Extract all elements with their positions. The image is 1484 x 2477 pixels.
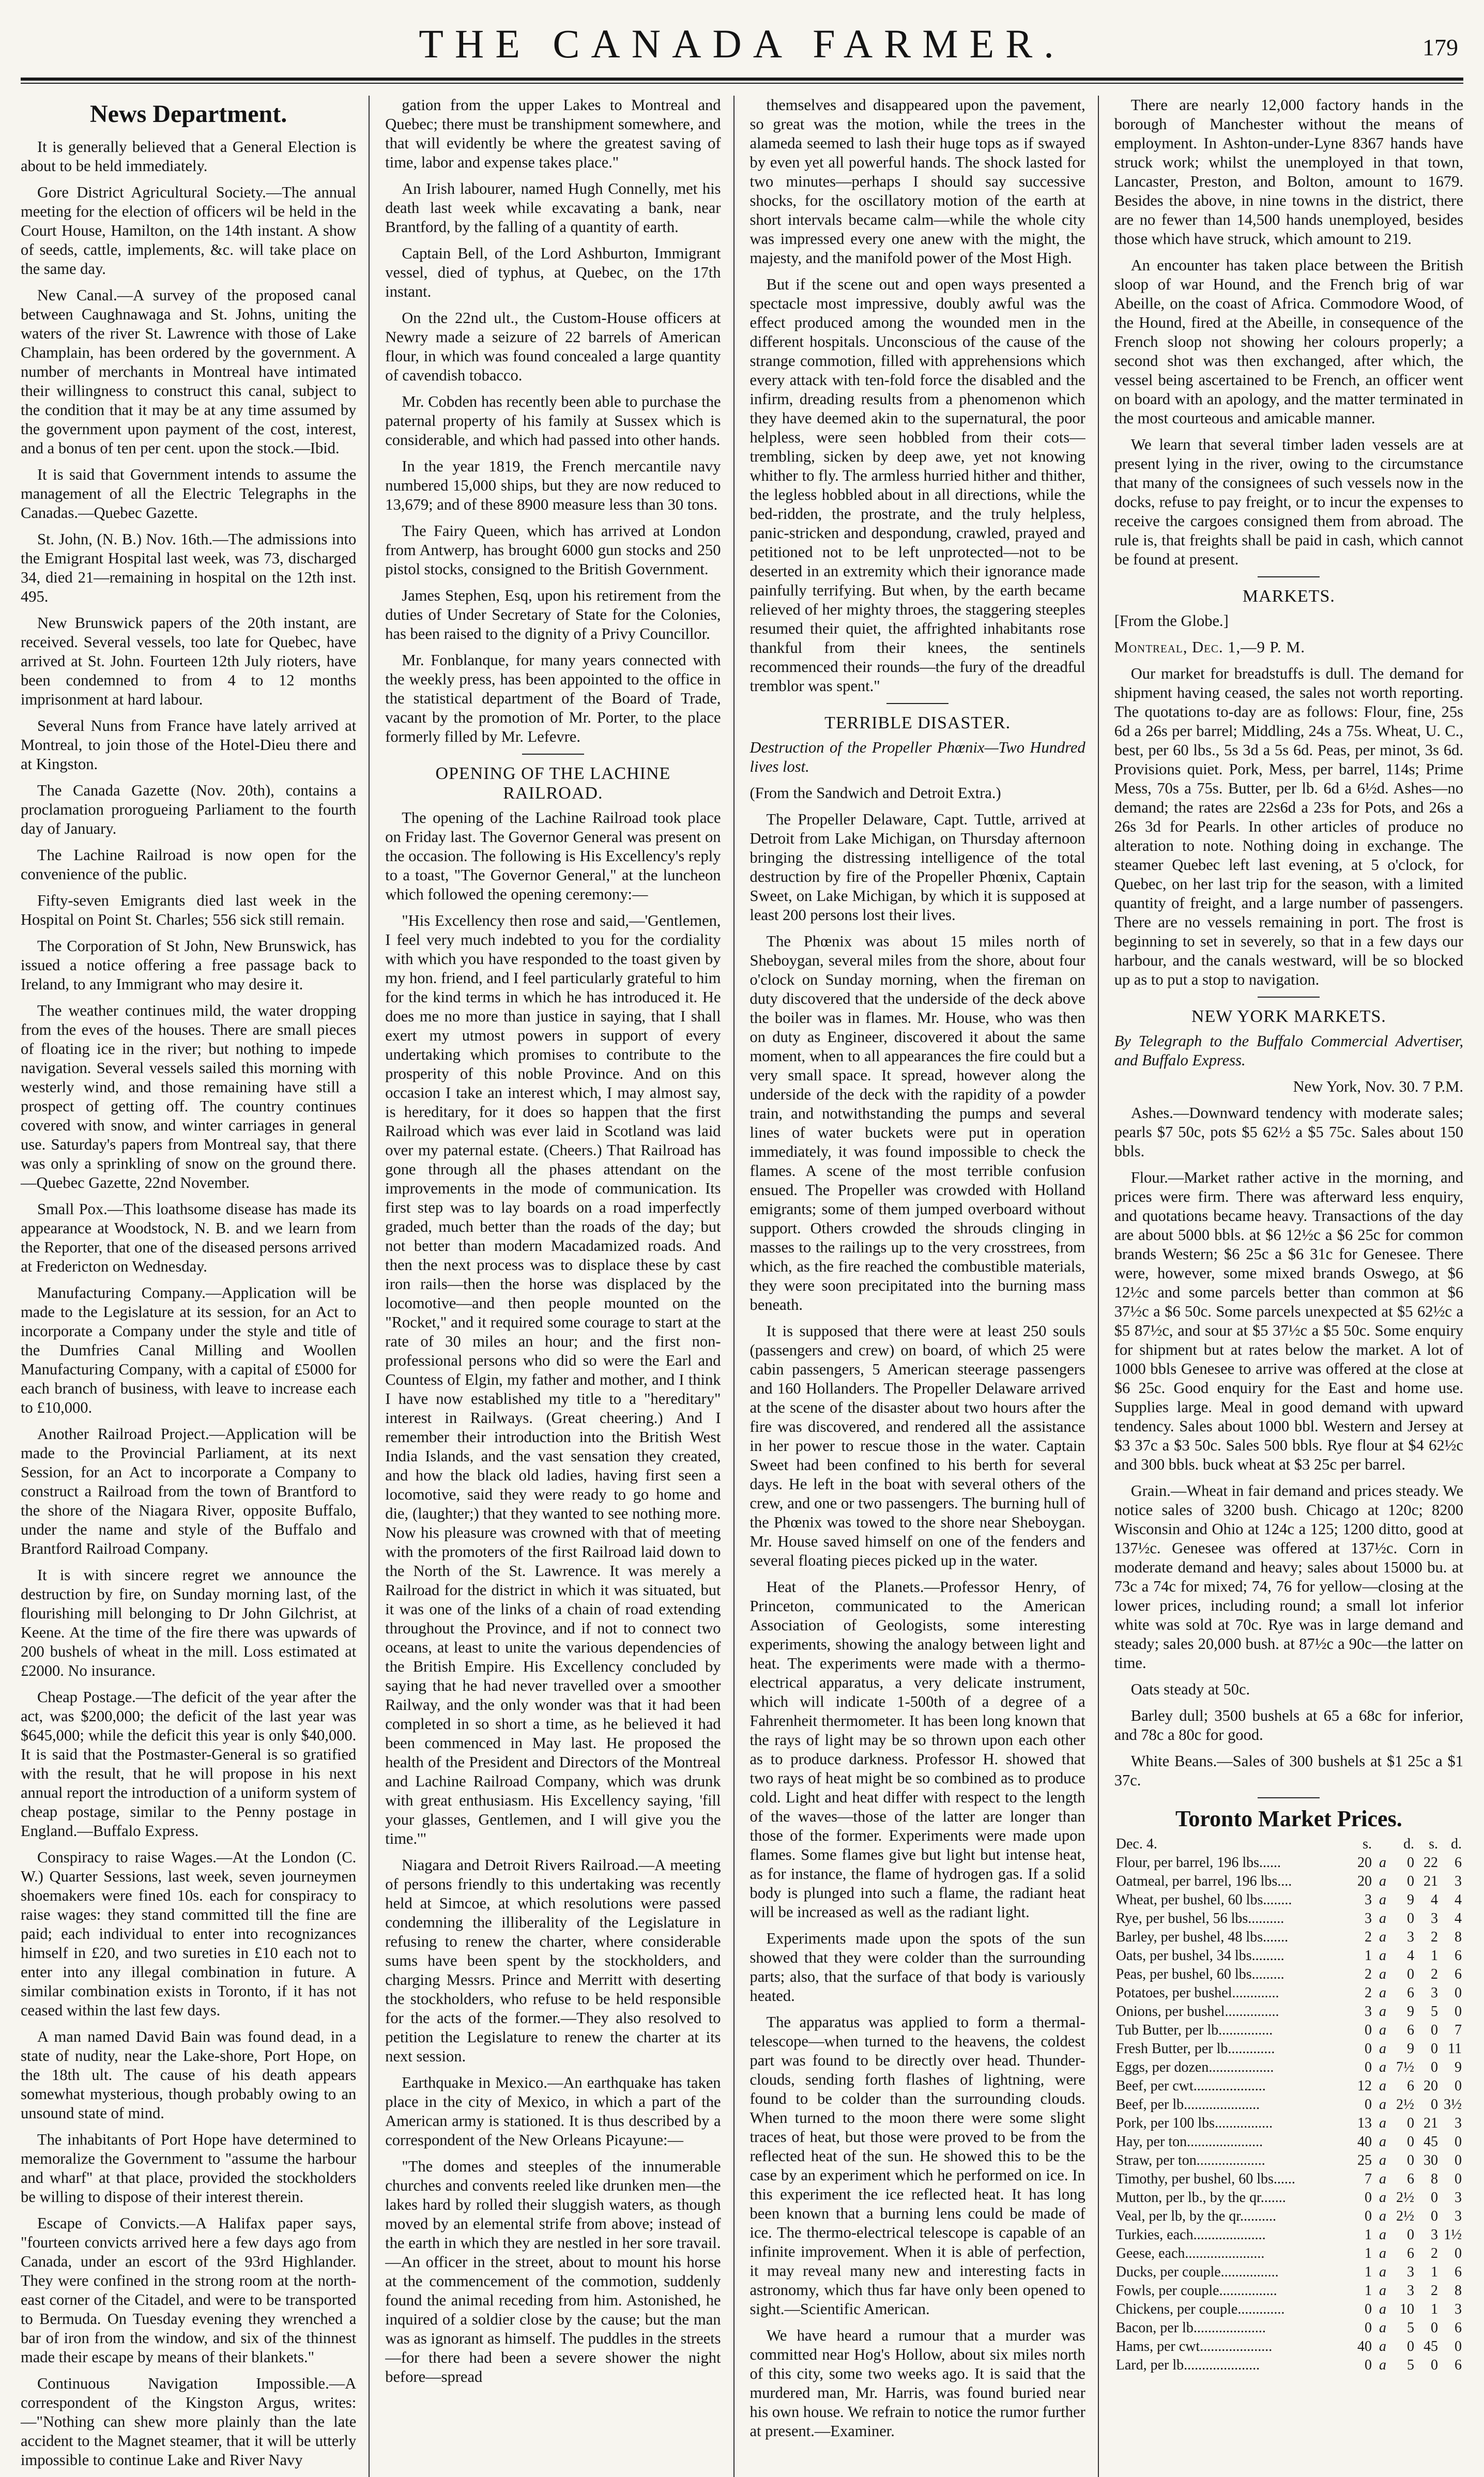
- price-low-pence: 9: [1407, 2004, 1414, 2020]
- table-row: [1114, 2189, 1463, 2207]
- price-low-pence: 7½: [1396, 2059, 1414, 2075]
- separator-a: a: [1379, 2152, 1386, 2168]
- column-3-articles-top: [750, 96, 1085, 696]
- price-low-pence: 0: [1407, 2227, 1414, 2243]
- table-row: [1114, 2207, 1463, 2226]
- article-paragraph: An encounter has taken place between the British sloop of war Hound, and the French brig of war Abeille, on the coast of Africa. Commodore Wood, of the Hound, fired at the Abeille, in consequence of the French sloop not showing her colours properly; a second shot was then exchanged, after which, the vessel being ascertained to be French, an officer went on board with an apology, and the matter terminated in the most courteous and amicable manner.: [1114, 256, 1463, 427]
- table-row: [1114, 2133, 1463, 2151]
- commodity-cell: Veal, per lb, by the qr..........: [1115, 2208, 1277, 2224]
- table-row: [1114, 1854, 1463, 1872]
- table-row: [1114, 2170, 1463, 2189]
- market-paragraph: Barley dull; 3500 bushels at 65 a 68c for inferior, and 78c a 80c for good.: [1114, 1707, 1463, 1744]
- price-high-pence: 9: [1455, 2059, 1462, 2075]
- price-low-pence: 6: [1407, 2078, 1414, 2094]
- table-row: [1114, 2114, 1463, 2133]
- separator-a: a: [1379, 1948, 1386, 1964]
- toronto-prices-heading: Toronto Market Prices.: [1175, 1806, 1402, 1831]
- price-low-shillings: 3: [1365, 1910, 1372, 1926]
- price-high-shillings: 5: [1431, 2004, 1438, 2020]
- table-row: [1114, 2337, 1463, 2356]
- columns: [21, 96, 1463, 2469]
- price-low-pence: 5: [1407, 2320, 1414, 2336]
- price-low-shillings: 0: [1365, 2320, 1372, 2336]
- article-paragraph: An Irish labourer, named Hugh Connelly, met his death last week while excavating a bank, near Brantford, by the falling of a quantity of earth.: [385, 180, 721, 236]
- price-high-pence: 0: [1455, 2004, 1462, 2020]
- price-high-shillings: 45: [1424, 2338, 1438, 2354]
- column-1-articles: [21, 137, 356, 2470]
- commodity-cell: Eggs, per dozen..................: [1115, 2059, 1274, 2075]
- article-paragraph: Heat of the Planets.—Professor Henry, of Princeton, communicated to the American Association of Geologists, some interesting experiments, showing the analogy between light and heat. The experiments were made with a thermo-electrical apparatus, a very delicate instrument, which will indicate 1-500th of a degree of a Fahrenheit thermometer. It has been long known that the rays of light may be so thrown upon each other as to produce darkness. Professor H. showed that two rays of heat might be so combined as to produce cold. Light and heat differ with respect to the length of the waves—those of the latter are longer than those of the former. Experiments were made upon flames. Some flames give but light but intense heat, as for instance, the flame of hydrogen gas. If a solid body is plunged into such a flame, the radiant heat will be increased as well as the radiant light.: [749, 1578, 1085, 1921]
- price-low-pence: 0: [1407, 1873, 1414, 1889]
- col-header: d.: [1403, 1836, 1414, 1852]
- markets-source: [From the Globe.]: [1114, 612, 1229, 630]
- masthead-rule: [21, 78, 1463, 81]
- price-high-shillings: 0: [1431, 2190, 1438, 2206]
- separator-a: a: [1379, 2004, 1386, 2020]
- price-low-shillings: 1: [1365, 2283, 1372, 2299]
- divider: [1258, 576, 1320, 577]
- article-paragraph: But if the scene out and open ways presented a spectacle most impressive, doubly awful was the effect produced among the wounded men in the different hospitals. Unconscious of the cause of the strange commotion, filled with apprehensions which every attack with ten-fold force the disabled and the infirm, dreading results from a phenomenon which they have deemed akin to the supernatural, the poor helpless, were seen hobbled from their cots—trembling, sicken by deep awe, yet not knowing whither to fly. The armless hurried hither and thither, the legless hobbled about in all directions, while the bed-ridden, the prostrate, and the truly helpless, panic-stricken and despondung, crawled, prayed and petitioned not to be left unprotected—not to be deserted in an extremity which their ignorance made painfully terrifying. But when, by the earth became relieved of her mighty throes, the staggering steeples resumed their quiet, the affrighted inhabitants rose thankful from their knees, the sentinels recommenced their rounds—the fury of the dreadful tremblor was spent.": [749, 276, 1085, 695]
- table-row: [1114, 2356, 1463, 2375]
- commodity-cell: Oats, per bushel, 34 lbs.........: [1115, 1948, 1284, 1964]
- price-low-shillings: 1: [1365, 2227, 1372, 2243]
- price-high-shillings: 21: [1424, 1873, 1438, 1889]
- separator-a: a: [1379, 2171, 1386, 2187]
- article-paragraph: It is said that Government intends to assume the management of all the Electric Telegraphs in the Canadas.—Quebec Gazette.: [21, 466, 357, 522]
- price-high-shillings: 0: [1431, 2097, 1438, 2113]
- article-paragraph: Experiments made upon the spots of the sun showed that they were colder than the surrounding parts; also, that the surface of that body is variously heated.: [749, 1930, 1085, 2005]
- separator-a: a: [1379, 2264, 1386, 2280]
- article-paragraph: The opening of the Lachine Railroad took place on Friday last. The Governor General was present on the occasion. The following is His Excellency's reply to a toast, "The Governor General," at the luncheon which followed the opening ceremony:—: [385, 809, 721, 903]
- table-row: [1114, 1984, 1463, 2002]
- price-low-pence: 3: [1407, 2264, 1414, 2280]
- table-row: [1114, 1891, 1463, 1909]
- table-row: [1114, 1965, 1463, 1984]
- price-low-pence: 0: [1407, 2115, 1414, 2131]
- price-low-pence: 9: [1407, 1892, 1414, 1908]
- article-paragraph: Several Nuns from France have lately arrived at Montreal, to join those of the Hotel-Dieu there and at Kingston.: [21, 717, 357, 773]
- article-paragraph: A man named David Bain was found dead, in a state of nudity, near the Lake-shore, Port Hope, on the 18th ult. The cause of his death appears somewhat mysterious, though probably owing to an unsound state of mind.: [21, 2028, 357, 2122]
- col-header: s.: [1429, 1836, 1438, 1852]
- column-2-articles-top: [385, 96, 721, 746]
- commodity-cell: Turkies, each....................: [1115, 2227, 1266, 2243]
- price-high-shillings: 0: [1431, 2320, 1438, 2336]
- article-paragraph: Another Railroad Project.—Application will be made to the Provincial Parliament, at its next Session, for an Act to incorporate a Company to construct a Railroad from the town of Brantford to the shore of the Niagara River, opposite Buffalo, under the name and style of the Buffalo and Brantford Railroad Company.: [21, 1425, 357, 1557]
- price-high-shillings: 0: [1431, 2022, 1438, 2038]
- article-paragraph: On the 22nd ult., the Custom-House officers at Newry made a seizure of 22 barrels of American flour, in which was found concealed a large quantity of cavendish tobacco.: [385, 309, 721, 384]
- separator-a: a: [1379, 1966, 1386, 1982]
- price-high-shillings: 2: [1431, 1966, 1438, 1982]
- commodity-cell: Hams, per cwt....................: [1115, 2338, 1273, 2354]
- price-high-pence: 6: [1455, 2320, 1462, 2336]
- column-2: [385, 96, 734, 2477]
- section-title: News Department.: [90, 100, 287, 128]
- article-paragraph: Niagara and Detroit Rivers Railroad.—A meeting of persons friendly to this undertaking was recently held at Simcoe, at which resolutions were passed condemning the illiberality of the Legislature in refusing to renew the charter, where considerable sums have been spent by the stockholders, and charging Messrs. Prince and Merritt with deserting the stockholders, who refuse to be held responsible for the acts of the former.—They also resolved to petition the Legislature to renew the charter at its next session.: [385, 1856, 721, 2065]
- price-high-pence: 0: [1455, 2171, 1462, 2187]
- price-high-shillings: 3: [1431, 1985, 1438, 2001]
- article-paragraph: We have heard a rumour that a murder was committed near Hog's Hollow, about six miles north of this city, some two weeks ago. It is said that the murdered man, Mr. Harris, was found buried near his own house. We refrain to notice the rumor further at present.—Examiner.: [749, 2327, 1085, 2440]
- price-low-shillings: 1: [1365, 2264, 1372, 2280]
- separator-a: a: [1379, 2320, 1386, 2336]
- article-paragraph: There are nearly 12,000 factory hands in the borough of Manchester without the means of employment. In Ashton-under-Lyne 8367 hands have struck work; whilst the unemployed in that town, Lancaster, Preston, and Bolton, amount to 1679. Besides the above, in nine towns in the district, there are no fewer than 14,500 hands unemployed, besides those which have struck, which amount to 219.: [1114, 96, 1463, 248]
- separator-a: a: [1379, 2357, 1386, 2373]
- ny-market-report: [1114, 1104, 1463, 1790]
- table-row: [1114, 1947, 1463, 1965]
- price-high-pence: 0: [1455, 2338, 1462, 2354]
- article-paragraph: Cheap Postage.—The deficit of the year after the act, was $200,000; the deficit of the last year was $645,000; while the deficit this year is only $40,000. It is said that the Postmaster-General is so gratified with the result, that he will propose in his next annual report the introduction of a uniform system of cheap postage, similar to the Penny postage in England.—Buffalo Express.: [21, 1688, 357, 1840]
- separator-a: a: [1379, 1892, 1386, 1908]
- column-3: [750, 96, 1099, 2477]
- article-paragraph: We learn that several timber laden vessels are at present lying in the river, owing to the circumstance that many of the consignees of such vessels now in the docks, refuse to pay freight, or to incur the expenses to receive the cargoes consigned them from abroad. The rule is, that freights shall be paid in cash, which cannot be found at present.: [1114, 436, 1463, 568]
- commodity-cell: Beef, per lb.....................: [1115, 2097, 1260, 2113]
- price-low-shillings: 3: [1365, 1892, 1372, 1908]
- column-1: [21, 96, 370, 2477]
- price-low-pence: 4: [1407, 1948, 1414, 1964]
- article-paragraph: Conspiracy to raise Wages.—At the London (C. W.) Quarter Sessions, last week, seven journeymen shoemakers were fined 10s. each for conspiracy to raise wages: they stand committed till the fine are paid; each individual to enter into recognizances himself in £20, and two sureties in £10 each not to enter into any illegal combination in future. A similar combination exists in Toronto, if it has not ceased within the last few days.: [21, 1848, 357, 2019]
- article-paragraph: It is supposed that there were at least 250 souls (passengers and crew) on board, of which 25 were cabin passengers, 5 American steerage passengers and 160 Hollanders. The Propeller Delaware arrived at the scene of the disaster about two hours after the fire was discovered, and rendered all the assistance in her power to rescue those in the water. Captain Sweet had been confined to his berth for several days. He left in the boat with several others of the crew, and one or two passengers. The burning hull of the Phœnix was towed to the shore near Sheboygan. Mr. House saved himself on one of the fenders and several floating pieces picked up in the water.: [749, 1322, 1085, 1569]
- montreal-dateline: Montreal, Dec. 1,—9 P. M.: [1114, 638, 1306, 656]
- price-low-shillings: 2: [1365, 1929, 1372, 1945]
- commodity-cell: Mutton, per lb., by the qr.......: [1115, 2190, 1286, 2206]
- article-paragraph: Escape of Convicts.—A Halifax paper says, "fourteen convicts arrived here a few days ago from Canada, under an escort of the 93rd Highlander. They were confined in the strong room at the north-east corner of the Citadel, and were to be transported to Bermuda. On Tuesday evening they wrenched a bar of iron from the window, and six of the thinnest made their escape by means of their blankets.": [21, 2214, 357, 2366]
- divider: [1258, 997, 1320, 998]
- price-low-shillings: 0: [1365, 2059, 1372, 2075]
- market-paragraph: Oats steady at 50c.: [1130, 1680, 1250, 1698]
- article-paragraph: Mr. Fonblanque, for many years connected with the weekly press, has been appointed to the office in the statistical department of the Board of Trade, vacant by the promotion of Mr. Porter, to the place formerly filled by Mr. Lefevre.: [385, 651, 721, 745]
- article-subheading: Destruction of the Propeller Phœnix—Two Hundred lives lost.: [749, 739, 1085, 775]
- price-high-pence: 6: [1455, 1948, 1462, 1964]
- table-row: [1114, 2002, 1463, 2021]
- article-paragraph: The Corporation of St John, New Brunswick, has issued a notice offering a free passage back to Ireland, to any Immigrant who may desire it.: [21, 937, 357, 993]
- price-high-pence: 3: [1455, 2208, 1462, 2224]
- price-low-shillings: 20: [1357, 1855, 1372, 1871]
- table-row: [1114, 2058, 1463, 2077]
- article-paragraph: Fifty-seven Emigrants died last week in the Hospital on Point St. Charles; 556 sick still remain.: [21, 892, 357, 928]
- price-high-pence: 11: [1448, 2041, 1462, 2057]
- price-low-pence: 6: [1407, 2171, 1414, 2187]
- price-low-shillings: 40: [1357, 2338, 1372, 2354]
- article-paragraph: Gore District Agricultural Society.—The annual meeting for the election of officers wil be held in the Court House, Hamilton, on the 14th instant. A show of seeds, cattle, implements, &c. will take place on the same day.: [21, 184, 357, 278]
- price-high-shillings: 3: [1431, 2227, 1438, 2243]
- ny-markets-heading: NEW YORK MARKETS.: [1191, 1007, 1386, 1026]
- table-row: [1114, 2300, 1463, 2319]
- article-paragraph: themselves and disappeared upon the pavement, so great was the motion, while the trees in the alameda seemed to lash their huge tops as if swayed by even yet all powerful hands. The shock lasted for two minutes—perhaps I should say successive shocks, for the oscillatory motion of the earth at short intervals became calm—while the whole city was impressed every one anew with the might, the majesty, and the manifold power of the Most High.: [749, 96, 1085, 267]
- price-low-pence: 0: [1407, 2338, 1414, 2354]
- separator-a: a: [1379, 2041, 1386, 2057]
- price-high-shillings: 2: [1431, 2245, 1438, 2261]
- article-paragraph: The Canada Gazette (Nov. 20th), contains a proclamation prorogueing Parliament to the fourth day of January.: [21, 782, 357, 837]
- masthead-rule-thin: [21, 83, 1463, 84]
- commodity-cell: Bacon, per lb....................: [1115, 2320, 1266, 2336]
- price-low-pence: 3: [1407, 2283, 1414, 2299]
- price-high-pence: 0: [1455, 2078, 1462, 2094]
- price-high-shillings: 2: [1431, 2283, 1438, 2299]
- separator-a: a: [1379, 2059, 1386, 2075]
- price-low-shillings: 0: [1365, 2208, 1372, 2224]
- article-paragraph: Small Pox.—This loathsome disease has made its appearance at Woodstock, N. B. and we learn from the Reporter, that one of the diseased persons arrived at Fredericton on Wednesday.: [21, 1200, 357, 1275]
- toronto-prices-table: [1114, 1835, 1463, 2375]
- price-high-shillings: 22: [1424, 1855, 1438, 1871]
- article-paragraph: It is with sincere regret we announce the destruction by fire, on Sunday morning last, of the flourishing mill belonging to Dr John Gilchrist, at Keene. At the time of the fire there was upwards of 200 bushels of wheat in the mill. Loss estimated at £2000. No insurance.: [21, 1566, 357, 1679]
- page-number: 179: [1422, 34, 1458, 60]
- price-high-shillings: 4: [1431, 1892, 1438, 1908]
- article-paragraph: The apparatus was applied to form a thermal-telescope—when turned to the heavens, the coldest part was found to be directly over head. Thunder-clouds, sending forth flashes of lightning, were found to be colder than the surrounding clouds. When turned to the moon there were some slight traces of heat, but those were proved to be from the reflected heat of the sun. He showed this to be the case by an experiment which he performed on ice. In this experiment the ice reflected heat. It has long been known that a burning lens could be made of ice. The thermo-electrical telescope is capable of an infinite improvement. When it is able of perfection, it may reveal many new and interesting facts in astronomy, which thus far have only been opened to sight.—Scientific American.: [749, 2013, 1085, 2318]
- price-low-shillings: 3: [1365, 2004, 1372, 2020]
- price-low-shillings: 1: [1365, 1948, 1372, 1964]
- separator-a: a: [1379, 1929, 1386, 1945]
- commodity-cell: Geese, each......................: [1115, 2245, 1265, 2261]
- price-low-shillings: 0: [1365, 2357, 1372, 2373]
- price-high-shillings: 8: [1431, 2171, 1438, 2187]
- separator-a: a: [1379, 2338, 1386, 2354]
- article-paragraph: The Propeller Delaware, Capt. Tuttle, arrived at Detroit from Lake Michigan, on Thursday afternoon bringing the distressing intelligence of the total destruction by fire of the Propeller Phœnix, Captain Sweet, on Lake Michigan, by which it is supposed at least 200 persons lost their lives.: [749, 811, 1085, 924]
- table-row: [1114, 2077, 1463, 2096]
- separator-a: a: [1379, 2301, 1386, 2317]
- price-high-pence: 3: [1455, 2190, 1462, 2206]
- column-4: [1114, 96, 1463, 2477]
- separator-a: a: [1379, 2078, 1386, 2094]
- commodity-cell: Ducks, per couple................: [1115, 2264, 1279, 2280]
- table-row: [1114, 2263, 1463, 2282]
- table-date: Dec. 4.: [1115, 1836, 1157, 1852]
- article-paragraph: gation from the upper Lakes to Montreal and Quebec; there must be transhipment somewhere, and that will evidently be where the greatest saving of time, labor and expense takes place.": [385, 96, 721, 171]
- price-high-shillings: 45: [1424, 2134, 1438, 2150]
- price-high-shillings: 20: [1424, 2078, 1438, 2094]
- divider: [1258, 1797, 1320, 1798]
- price-low-pence: 6: [1407, 2022, 1414, 2038]
- price-low-pence: 2½: [1396, 2208, 1414, 2224]
- price-high-shillings: 1: [1431, 2264, 1438, 2280]
- price-high-pence: 0: [1455, 1985, 1462, 2001]
- price-high-shillings: 0: [1431, 2208, 1438, 2224]
- table-row: [1114, 2021, 1463, 2040]
- ny-markets-subheading: By Telegraph to the Buffalo Commercial Advertiser, and Buffalo Express.: [1114, 1032, 1463, 1069]
- col-header: s.: [1363, 1836, 1372, 1852]
- table-row: [1114, 2040, 1463, 2058]
- price-high-shillings: 1: [1431, 1948, 1438, 1964]
- article-paragraph: Mr. Cobden has recently been able to purchase the paternal property of his family at Sussex which is considerable, and which had passed into other hands.: [385, 393, 721, 449]
- price-low-shillings: 0: [1365, 2301, 1372, 2317]
- price-low-pence: 9: [1407, 2041, 1414, 2057]
- article-paragraph: The weather continues mild, the water dropping from the eves of the houses. There are small pieces of floating ice in the river; but nothing to impede navigation. Several vessels sailed this morning with westerly wind, and those remaining have still a prospect of getting off. The country continues covered with snow, and winter carriages in general use. Saturday's papers from Montreal say, that there was only a sprinkling of snow on the ground there.—Quebec Gazette, 22nd November.: [21, 1002, 357, 1191]
- separator-a: a: [1379, 1910, 1386, 1926]
- separator-a: a: [1379, 2245, 1386, 2261]
- table-row: [1114, 2151, 1463, 2170]
- table-row: [1114, 2282, 1463, 2300]
- commodity-cell: Wheat, per bushel, 60 lbs........: [1115, 1892, 1292, 1908]
- separator-a: a: [1379, 2227, 1386, 2243]
- article-paragraph: Captain Bell, of the Lord Ashburton, Immigrant vessel, died of typhus, at Quebec, on the 17th instant.: [385, 244, 721, 300]
- commodity-cell: Lard, per lb.....................: [1115, 2357, 1260, 2373]
- newspaper-title: THE CANADA FARMER.: [419, 21, 1065, 66]
- market-paragraph: Grain.—Wheat in fair demand and prices steady. We notice sales of 3200 bush. Chicago at 120c; 8200 Wisconsin and Ohio at 124c a 125; 1200 ditto, good at 137½c. Genesee was offered at 137½c. Corn in moderate demand and heavy; sales about 15000 bu. at 73c a 74c for mixed; 74, 76 for yellow—closing at the lower prices, including round; a small lot inferior white was sold at 70c. Rye was in large demand and steady; sales 20,000 bush. at 87½c a 90c—the latter on time.: [1114, 1482, 1463, 1672]
- separator-a: a: [1379, 2097, 1386, 2113]
- article-paragraph: Continuous Navigation Impossible.—A correspondent of the Kingston Argus, writes:—"Nothing can shew more plainly than the late accident to the Magnet steamer, that it will be utterly impossible to continue Lake and River Navy: [21, 2375, 357, 2469]
- price-low-shillings: 25: [1357, 2152, 1372, 2168]
- table-row: [1114, 2319, 1463, 2337]
- market-paragraph: White Beans.—Sales of 300 bushels at $1 25c a $1 37c.: [1114, 1752, 1463, 1789]
- separator-a: a: [1379, 2208, 1386, 2224]
- separator-a: a: [1379, 1985, 1386, 2001]
- article-paragraph: In the year 1819, the French mercantile navy numbered 15,000 ships, but they are now reduced to 13,679; and of these 8900 measure less than 30 tons.: [385, 457, 721, 513]
- article-paragraph: New Brunswick papers of the 20th instant, are received. Several vessels, too late for Quebec, have arrived at St. John. Fourteen 12th July rioters, have been condemned to from 4 to 12 months imprisonment at hard labour.: [21, 614, 357, 708]
- price-high-shillings: 3: [1431, 1910, 1438, 1926]
- table-row: [1114, 1872, 1463, 1891]
- price-low-pence: 2½: [1396, 2190, 1414, 2206]
- price-low-shillings: 13: [1357, 2115, 1372, 2131]
- price-low-pence: 5: [1407, 2357, 1414, 2373]
- price-high-pence: 3½: [1444, 2097, 1462, 2113]
- price-low-pence: 0: [1407, 2152, 1414, 2168]
- price-low-shillings: 2: [1365, 1985, 1372, 2001]
- article-paragraph: Earthquake in Mexico.—An earthquake has taken place in the city of Mexico, in which a part of the American army is stationed. It is thus described by a correspondent of the New Orleans Picayune:—: [385, 2074, 721, 2149]
- price-high-shillings: 2: [1431, 1929, 1438, 1945]
- price-low-pence: 0: [1407, 1855, 1414, 1871]
- article-paragraph: The inhabitants of Port Hope have determined to memoralize the Government to "assume the harbour and wharf" at that place, provided the stockholders be willing to dispose of their interest therein.: [21, 2131, 357, 2206]
- price-high-shillings: 0: [1431, 2059, 1438, 2075]
- price-low-shillings: 2: [1365, 1966, 1372, 1982]
- price-high-pence: 4: [1455, 1910, 1462, 1926]
- commodity-cell: Timothy, per bushel, 60 lbs......: [1115, 2171, 1295, 2187]
- commodity-cell: Pork, per 100 lbs................: [1115, 2115, 1273, 2131]
- price-low-shillings: 0: [1365, 2041, 1372, 2057]
- separator-a: a: [1379, 1873, 1386, 1889]
- price-high-pence: 6: [1455, 2357, 1462, 2373]
- separator-a: a: [1379, 2283, 1386, 2299]
- article-paragraph: "His Excellency then rose and said,—'Gentlemen, I feel very much indebted to you for the cordiality with which you have responded to the toast given by my hon. friend, and I feel particularly grateful to him for the kind terms in which he has introduced it. He does me no more than justice in saying, that I shall exert my utmost powers in support of every undertaking which promises to contribute to the prosperity of this noble Province. And on this occasion I take an interest which, I may almost say, is hereditary, for it does so happen that the first Railroad which was ever laid in Scotland was laid over my paternal estate. (Cheers.) That Railroad has gone through all the phases attendant on the improvements in the mode of communication. Its first step was to lay boards on a road imperfectly graded, much better than the roads of the day; but not better than modern Macadamized roads. And then the next process was to displace these by cast iron rails—then the horse was displaced by the locomotive—and then people mounted on the "Rocket," and it required some courage to start at the rate of 30 miles an hour; and the first non-professional persons who did so were the Earl and Countess of Elgin, my father and mother, and I think I have now established my title to a "hereditary" interest in Railways. (Great cheering.) And I remember their introduction into the British West India Islands, and the vast sensation they created, and how the black old ladies, having first seen a locomotive, said they were ready to go home and die, (laughter;) that they wanted to see nothing more. Now his pleasure was crowned with that of meeting with the promoters of the first Railroad laid down to the North of the St. Lawrence. It was merely a Railroad for the district in which it was situated, but it was one of the links of a chain of road extending throughout the Province, and if not to connect two oceans, at least to unite the various dependencies of the British Empire. His Excellency concluded by saying that he had never travelled over a smoother Railway, and the only wonder was that it had been completed in so short a time, as he believed it had been commenced in May last. He proposed the health of the President and Directors of the Montreal and Lachine Railroad Company, which was drunk with great enthusiasm. His Excellency saying, 'fill your glasses, Gentlemen, and I will give you the time.'": [385, 912, 721, 1847]
- column-3-articles-bottom: [750, 810, 1085, 2441]
- article-heading-disaster: TERRIBLE DISASTER.: [824, 713, 1011, 732]
- commodity-cell: Fowls, per couple................: [1115, 2283, 1277, 2299]
- article-paragraph: James Stephen, Esq, upon his retirement from the duties of Under Secretary of State for the Colonies, has been raised to the dignity of a Privy Councillor.: [385, 587, 721, 643]
- price-high-pence: 8: [1455, 1929, 1462, 1945]
- price-high-shillings: 30: [1424, 2152, 1438, 2168]
- commodity-cell: Barley, per bushel, 48 lbs.......: [1115, 1929, 1289, 1945]
- market-paragraph: Flour.—Market rather active in the morning, and prices were firm. There was afterward less enquiry, and quotations became heavy. Transactions of the day are about 5000 bbls. at $6 12½c a $6 25c for common brands Western; $6 25c a $6 31c for Genesee. There were, however, some mixed brands Oswego, at $6 12½c and some parcels better than common at $6 37½c a $6 50c. Some parcels unexpected at $5 62½c a $5 87½c, and sour at $5 37½c a $5 50c. Some enquiry for shipment but at rates below the market. A lot of 1000 bbls Genesee to arrive was offered at the close at $6 25c. Good enquiry for the East and home use. Supplies large. Meal in good demand with upward tendency. Sales about 1000 bbl. Western and Jersey at $3 37c a $3 50c. Sales 500 bbls. Rye flour at $4 62½c and 300 bbls. buck wheat at $3 25c per barrel.: [1114, 1169, 1463, 1473]
- price-high-shillings: 0: [1431, 2357, 1438, 2373]
- price-high-pence: 6: [1455, 1855, 1462, 1871]
- price-low-shillings: 0: [1365, 2097, 1372, 2113]
- price-low-shillings: 20: [1357, 1873, 1372, 1889]
- price-low-pence: 2½: [1396, 2097, 1414, 2113]
- divider: [886, 703, 948, 704]
- table-row: [1114, 2244, 1463, 2263]
- commodity-cell: Potatoes, per bushel.............: [1115, 1985, 1279, 2001]
- table-row: [1114, 2226, 1463, 2244]
- commodity-cell: Flour, per barrel, 196 lbs......: [1115, 1855, 1281, 1871]
- commodity-cell: Straw, per ton...................: [1115, 2152, 1265, 2168]
- price-high-pence: 6: [1455, 2264, 1462, 2280]
- price-high-pence: 1½: [1444, 2227, 1462, 2243]
- commodity-cell: Hay, per ton.....................: [1115, 2134, 1263, 2150]
- price-high-pence: 7: [1455, 2022, 1462, 2038]
- price-low-pence: 10: [1400, 2301, 1414, 2317]
- article-paragraph: Manufacturing Company.—Application will be made to the Legislature at its session, for an Act to incorporate a Company under the style and title of the Dumfries Canal Milling and Woollen Manufacturing Company, with a capital of £5000 for each branch of business, with leave to increase each to £10,000.: [21, 1284, 357, 1416]
- column-2-articles-bottom: [385, 808, 721, 2387]
- article-paragraph: It is generally believed that a General Election is about to be held immediately.: [21, 138, 357, 175]
- commodity-cell: Onions, per bushel...............: [1115, 2004, 1279, 2020]
- price-low-pence: 0: [1407, 1910, 1414, 1926]
- price-high-pence: 3: [1455, 2301, 1462, 2317]
- commodity-cell: Tub Butter, per lb...............: [1115, 2022, 1273, 2038]
- price-low-pence: 6: [1407, 2245, 1414, 2261]
- table-row: [1114, 2096, 1463, 2114]
- commodity-cell: Chickens, per couple.............: [1115, 2301, 1285, 2317]
- col-header: d.: [1451, 1836, 1462, 1852]
- article-paragraph: The Fairy Queen, which has arrived at London from Antwerp, has brought 6000 gun stocks and 250 pistol stocks, consigned to the British Government.: [385, 522, 721, 578]
- commodity-cell: Oatmeal, per barrel, 196 lbs....: [1115, 1873, 1292, 1889]
- price-high-shillings: 21: [1424, 2115, 1438, 2131]
- price-low-pence: 0: [1407, 1966, 1414, 1982]
- commodity-cell: Peas, per bushel, 60 lbs.........: [1115, 1966, 1284, 1982]
- price-high-shillings: 0: [1431, 2041, 1438, 2057]
- separator-a: a: [1379, 2190, 1386, 2206]
- price-low-shillings: 1: [1365, 2245, 1372, 2261]
- article-paragraph: New Canal.—A survey of the proposed canal between Caughnawaga and St. Johns, uniting the waters of the river St. Lawrence with those of Lake Champlain, has been ordered by the government. A number of merchants in Montreal have intimated their willingness to construct this canal, subject to the condition that it may be at any time assumed by the government upon payment of the cost, interest, and a bonus of ten per cent. upon the stock.—Ibid.: [21, 286, 357, 457]
- article-paragraph: The Lachine Railroad is now open for the convenience of the public.: [21, 846, 357, 883]
- price-low-shillings: 40: [1357, 2134, 1372, 2150]
- article-paragraph: "The domes and steeples of the innumerable churches and convents reeled like drunken men—the lakes hard by rolled their sluggish waters, as though moved by an elemental strife from above; instead of the earth in which they are nestled in her sore travail.—An officer in the street, about to mount his horse at the commencement of the commotion, suddenly found the animal receding from him. Astonished, he inquired of a soldier close by the cause; but the man was as ignorant as himself. The puddles in the streets—for there had been a severe shower the night before—spread: [385, 2158, 721, 2386]
- masthead: [21, 16, 1463, 72]
- article-heading-lachine: OPENING OF THE LACHINE RAILROAD.: [435, 764, 671, 803]
- price-high-pence: 4: [1455, 1892, 1462, 1908]
- price-high-pence: 0: [1455, 2152, 1462, 2168]
- commodity-cell: Rye, per bushel, 56 lbs..........: [1115, 1910, 1284, 1926]
- price-low-shillings: 0: [1365, 2190, 1372, 2206]
- price-high-shillings: 1: [1431, 2301, 1438, 2317]
- table-header-row: [1114, 1835, 1463, 1854]
- commodity-cell: Fresh Butter, per lb.............: [1115, 2041, 1275, 2057]
- montreal-market-report: Our market for breadstuffs is dull. The demand for shipment having ceased, the sales not worth reporting. The quotations to-day are as follows: Flour, fine, 25s 6d a 26s per barrel; Middling, 24s a 75s. Wheat, U. C., best, per 60 lbs., 5s 3d a 5s 6d. Peas, per minot, 3s 6d. Provisions quiet. Pork, Mess, per barrel, 114s; Prime Mess, 70s a 75s. Butter, per lb. 6d a 6½d. Ashes—no demand; the rates are 22s6d a 23s for Pots, and 26s a 26s 3d for Pearls. In other articles of produce no alteration to note. Nothing doing in exchange. The steamer Quebec left last evening, at 5 o'clock, for Quebec, on her last trip for the season, with a limited quantity of freight, and a large number of passengers. There are no vessels remaining in port. The frost is beginning to set in severely, so that in a few days our harbour, and the canals westward, will be so blocked up as to put a stop to navigation.: [1114, 665, 1463, 988]
- table-row: [1114, 1909, 1463, 1928]
- article-paragraph: St. John, (N. B.) Nov. 16th.—The admissions into the Emigrant Hospital last week, was 73, discharged 34, died 21—remaining in hospital on the 12th inst. 495.: [21, 530, 357, 605]
- price-low-shillings: 12: [1357, 2078, 1372, 2094]
- article-paragraph: The Phœnix was about 15 miles north of Sheboygan, several miles from the shore, about four o'clock on Sunday morning, when the fireman on duty discovered that the underside of the deck above the boiler was in flames. Mr. House, who was then on duty as Engineer, discovered it about the same moment, when to all appearances the fire could but a very small space. It spread, however along the underside of the deck with the rapidity of a powder train, and notwithstanding the pumps and several lines of water buckets were put in operation immediately, it was found impossible to check the flames. A scene of the most terrible confusion ensued. The Propeller was crowded with Holland emigrants; some of them jumped overboard without support. Others crowded the shrouds clinging in masses to the railings up to the very crosstrees, from which, as the fire reached the combustible materials, they were soon precipitated into the burning mass beneath.: [749, 932, 1085, 1313]
- column-4-articles-top: [1114, 96, 1463, 569]
- price-low-pence: 3: [1407, 1929, 1414, 1945]
- separator-a: a: [1379, 2134, 1386, 2150]
- price-high-pence: 0: [1455, 2245, 1462, 2261]
- price-high-pence: 0: [1455, 2134, 1462, 2150]
- price-high-pence: 6: [1455, 1966, 1462, 1982]
- market-paragraph: Ashes.—Downward tendency with moderate sales; pearls $7 50c, pots $5 62½ a $5 75c. Sales about 150 bbls.: [1114, 1104, 1463, 1160]
- price-low-shillings: 0: [1365, 2022, 1372, 2038]
- divider: [522, 754, 584, 755]
- price-low-shillings: 7: [1365, 2171, 1372, 2187]
- price-high-pence: 3: [1455, 1873, 1462, 1889]
- article-source: (From the Sandwich and Detroit Extra.): [749, 784, 1001, 802]
- price-low-pence: 0: [1407, 2134, 1414, 2150]
- price-low-pence: 6: [1407, 1985, 1414, 2001]
- price-high-pence: 8: [1455, 2283, 1462, 2299]
- table-row: [1114, 1928, 1463, 1947]
- ny-dateline: New York, Nov. 30. 7 P.M.: [1293, 1078, 1463, 1095]
- markets-heading: MARKETS.: [1242, 587, 1335, 606]
- separator-a: a: [1379, 1855, 1386, 1871]
- commodity-cell: Beef, per cwt....................: [1115, 2078, 1266, 2094]
- price-high-pence: 3: [1455, 2115, 1462, 2131]
- separator-a: a: [1379, 2115, 1386, 2131]
- separator-a: a: [1379, 2022, 1386, 2038]
